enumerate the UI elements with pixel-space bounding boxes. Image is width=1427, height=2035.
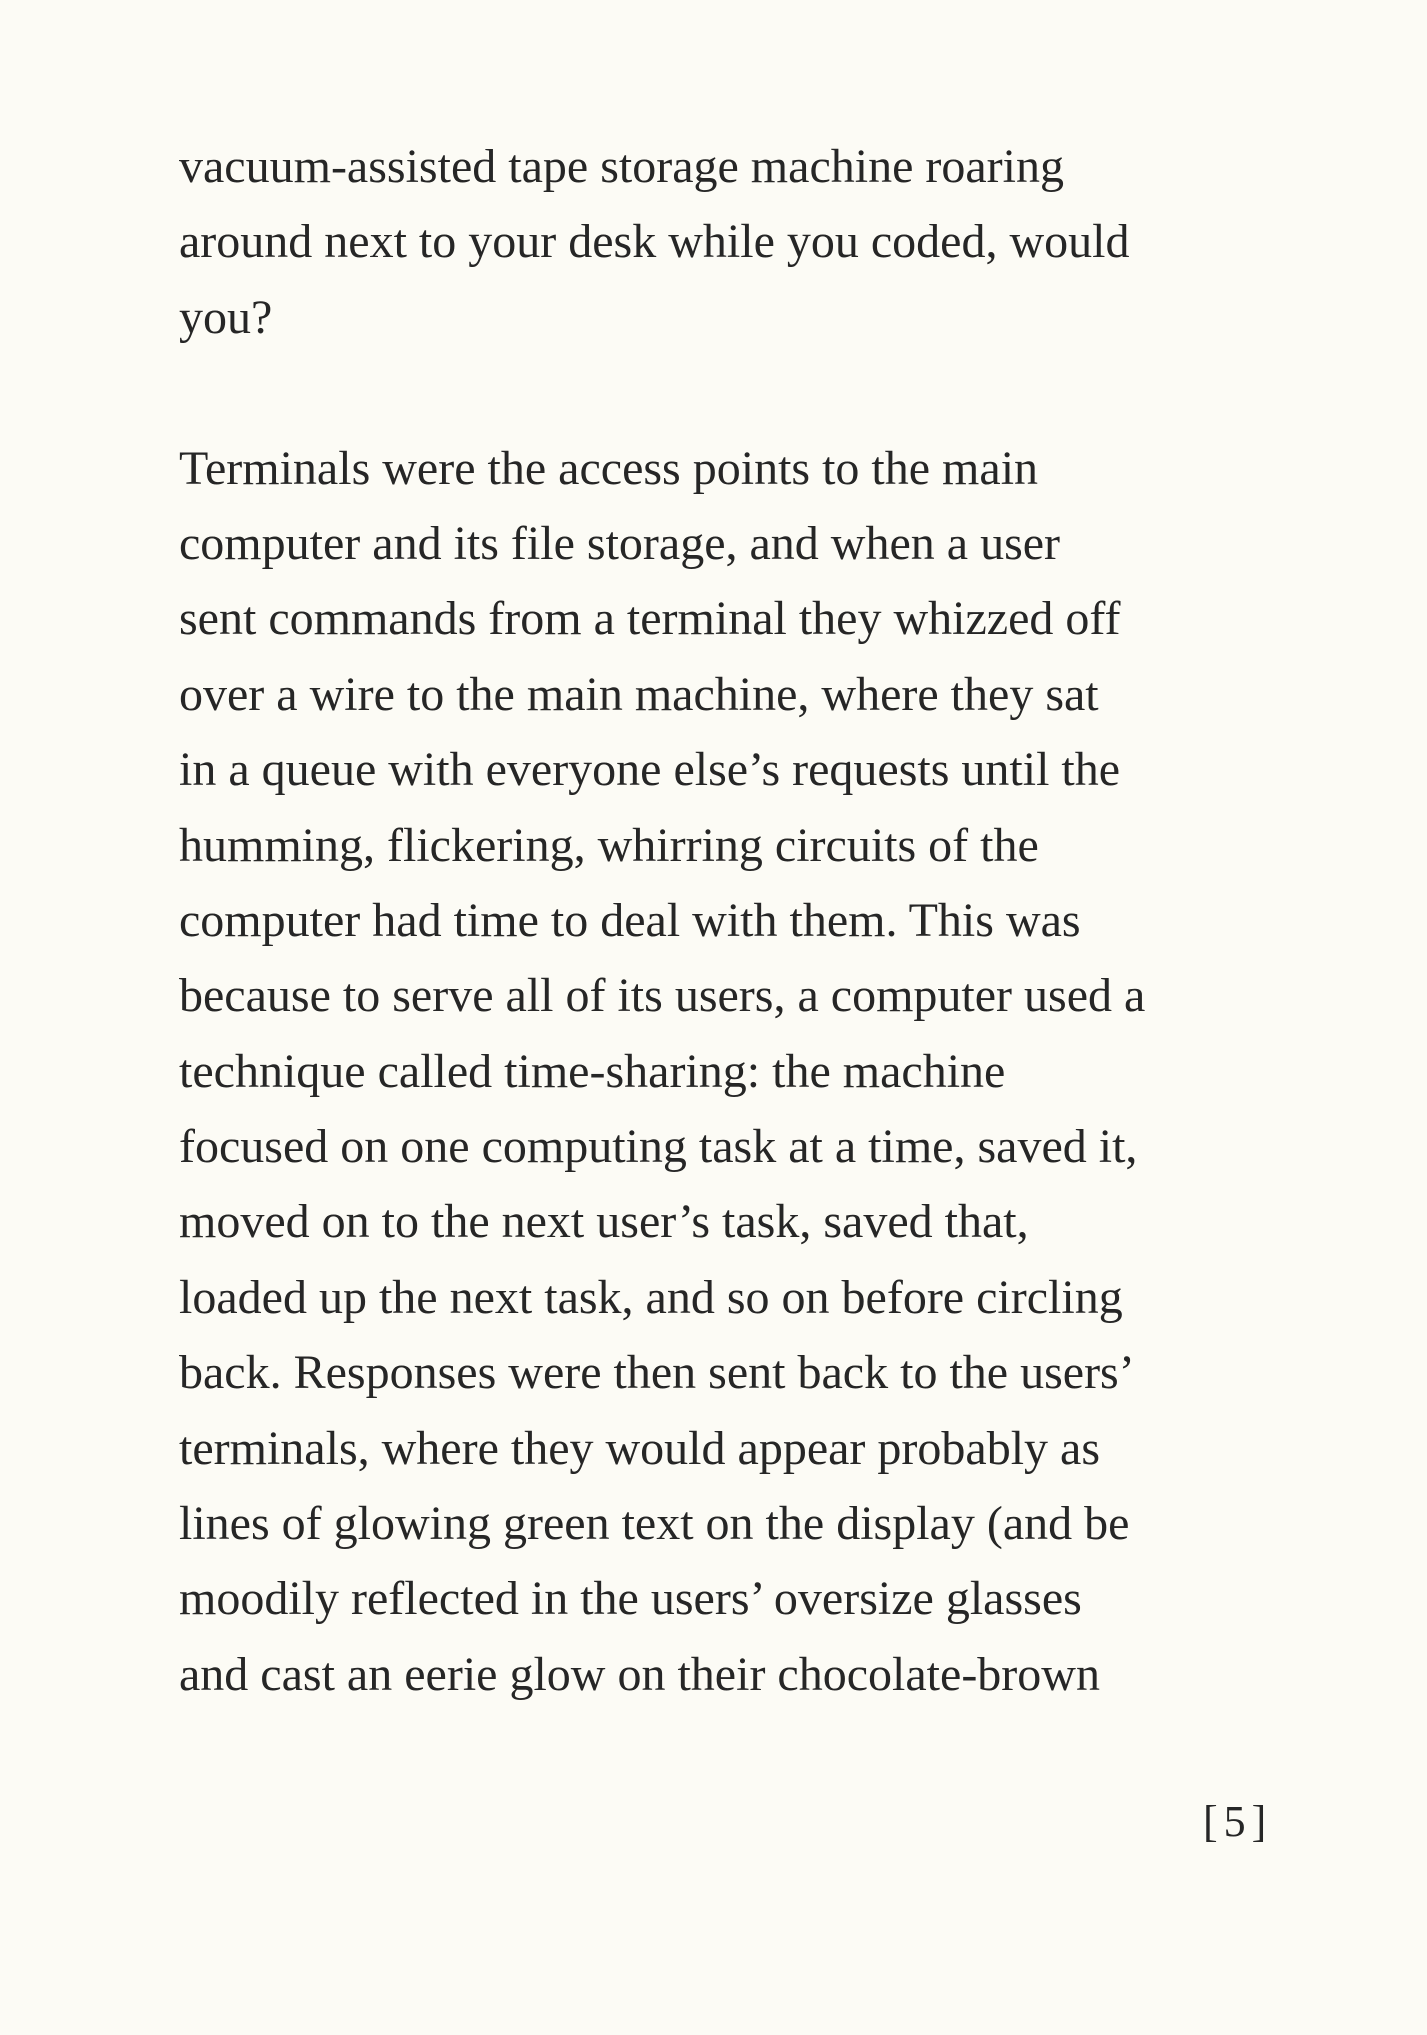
text-line: sent commands from a terminal they whizzed off (179, 592, 1121, 646)
text-line: humming, flickering, whirring circuits of the (179, 818, 1039, 872)
text-line: you? (179, 290, 273, 344)
text-line: moodily reflected in the users’ oversize glasses (179, 1572, 1082, 1626)
text-line: because to serve all of its users, a computer used a (179, 969, 1146, 1023)
text-line: moved on to the next user’s task, saved that, (179, 1195, 1029, 1249)
text-line: terminals, where they would appear probably as (179, 1421, 1101, 1475)
text-line: in a queue with everyone else’s requests until the (179, 743, 1121, 797)
text-line: loaded up the next task, and so on before circling (179, 1270, 1123, 1324)
text-line: Terminals were the access points to the main (179, 441, 1039, 495)
text-line: focused on one computing task at a time, saved it, (179, 1120, 1138, 1174)
text-line: and cast an eerie glow on their chocolate-brown (179, 1647, 1100, 1701)
paragraph-1 (179, 129, 1145, 355)
text-line: vacuum-assisted tape storage machine roaring (179, 140, 1064, 193)
text-line: around next to your desk while you coded, would (179, 215, 1130, 269)
text-line: back. Responses were then sent back to the users’ (179, 1346, 1135, 1400)
text-line: over a wire to the main machine, where they sat (179, 667, 1099, 721)
text-line: lines of glowing green text on the display (and be (179, 1497, 1130, 1551)
paragraph-gap (179, 355, 1145, 430)
text-line: computer had time to deal with them. This was (179, 893, 1081, 947)
paragraph-2 (179, 431, 1145, 1713)
page-number: [5] (1203, 1797, 1273, 1846)
text-line: computer and its file storage, and when a user (179, 516, 1061, 570)
text-line: technique called time-sharing: the machine (179, 1044, 1006, 1098)
body-text (179, 129, 1145, 1712)
